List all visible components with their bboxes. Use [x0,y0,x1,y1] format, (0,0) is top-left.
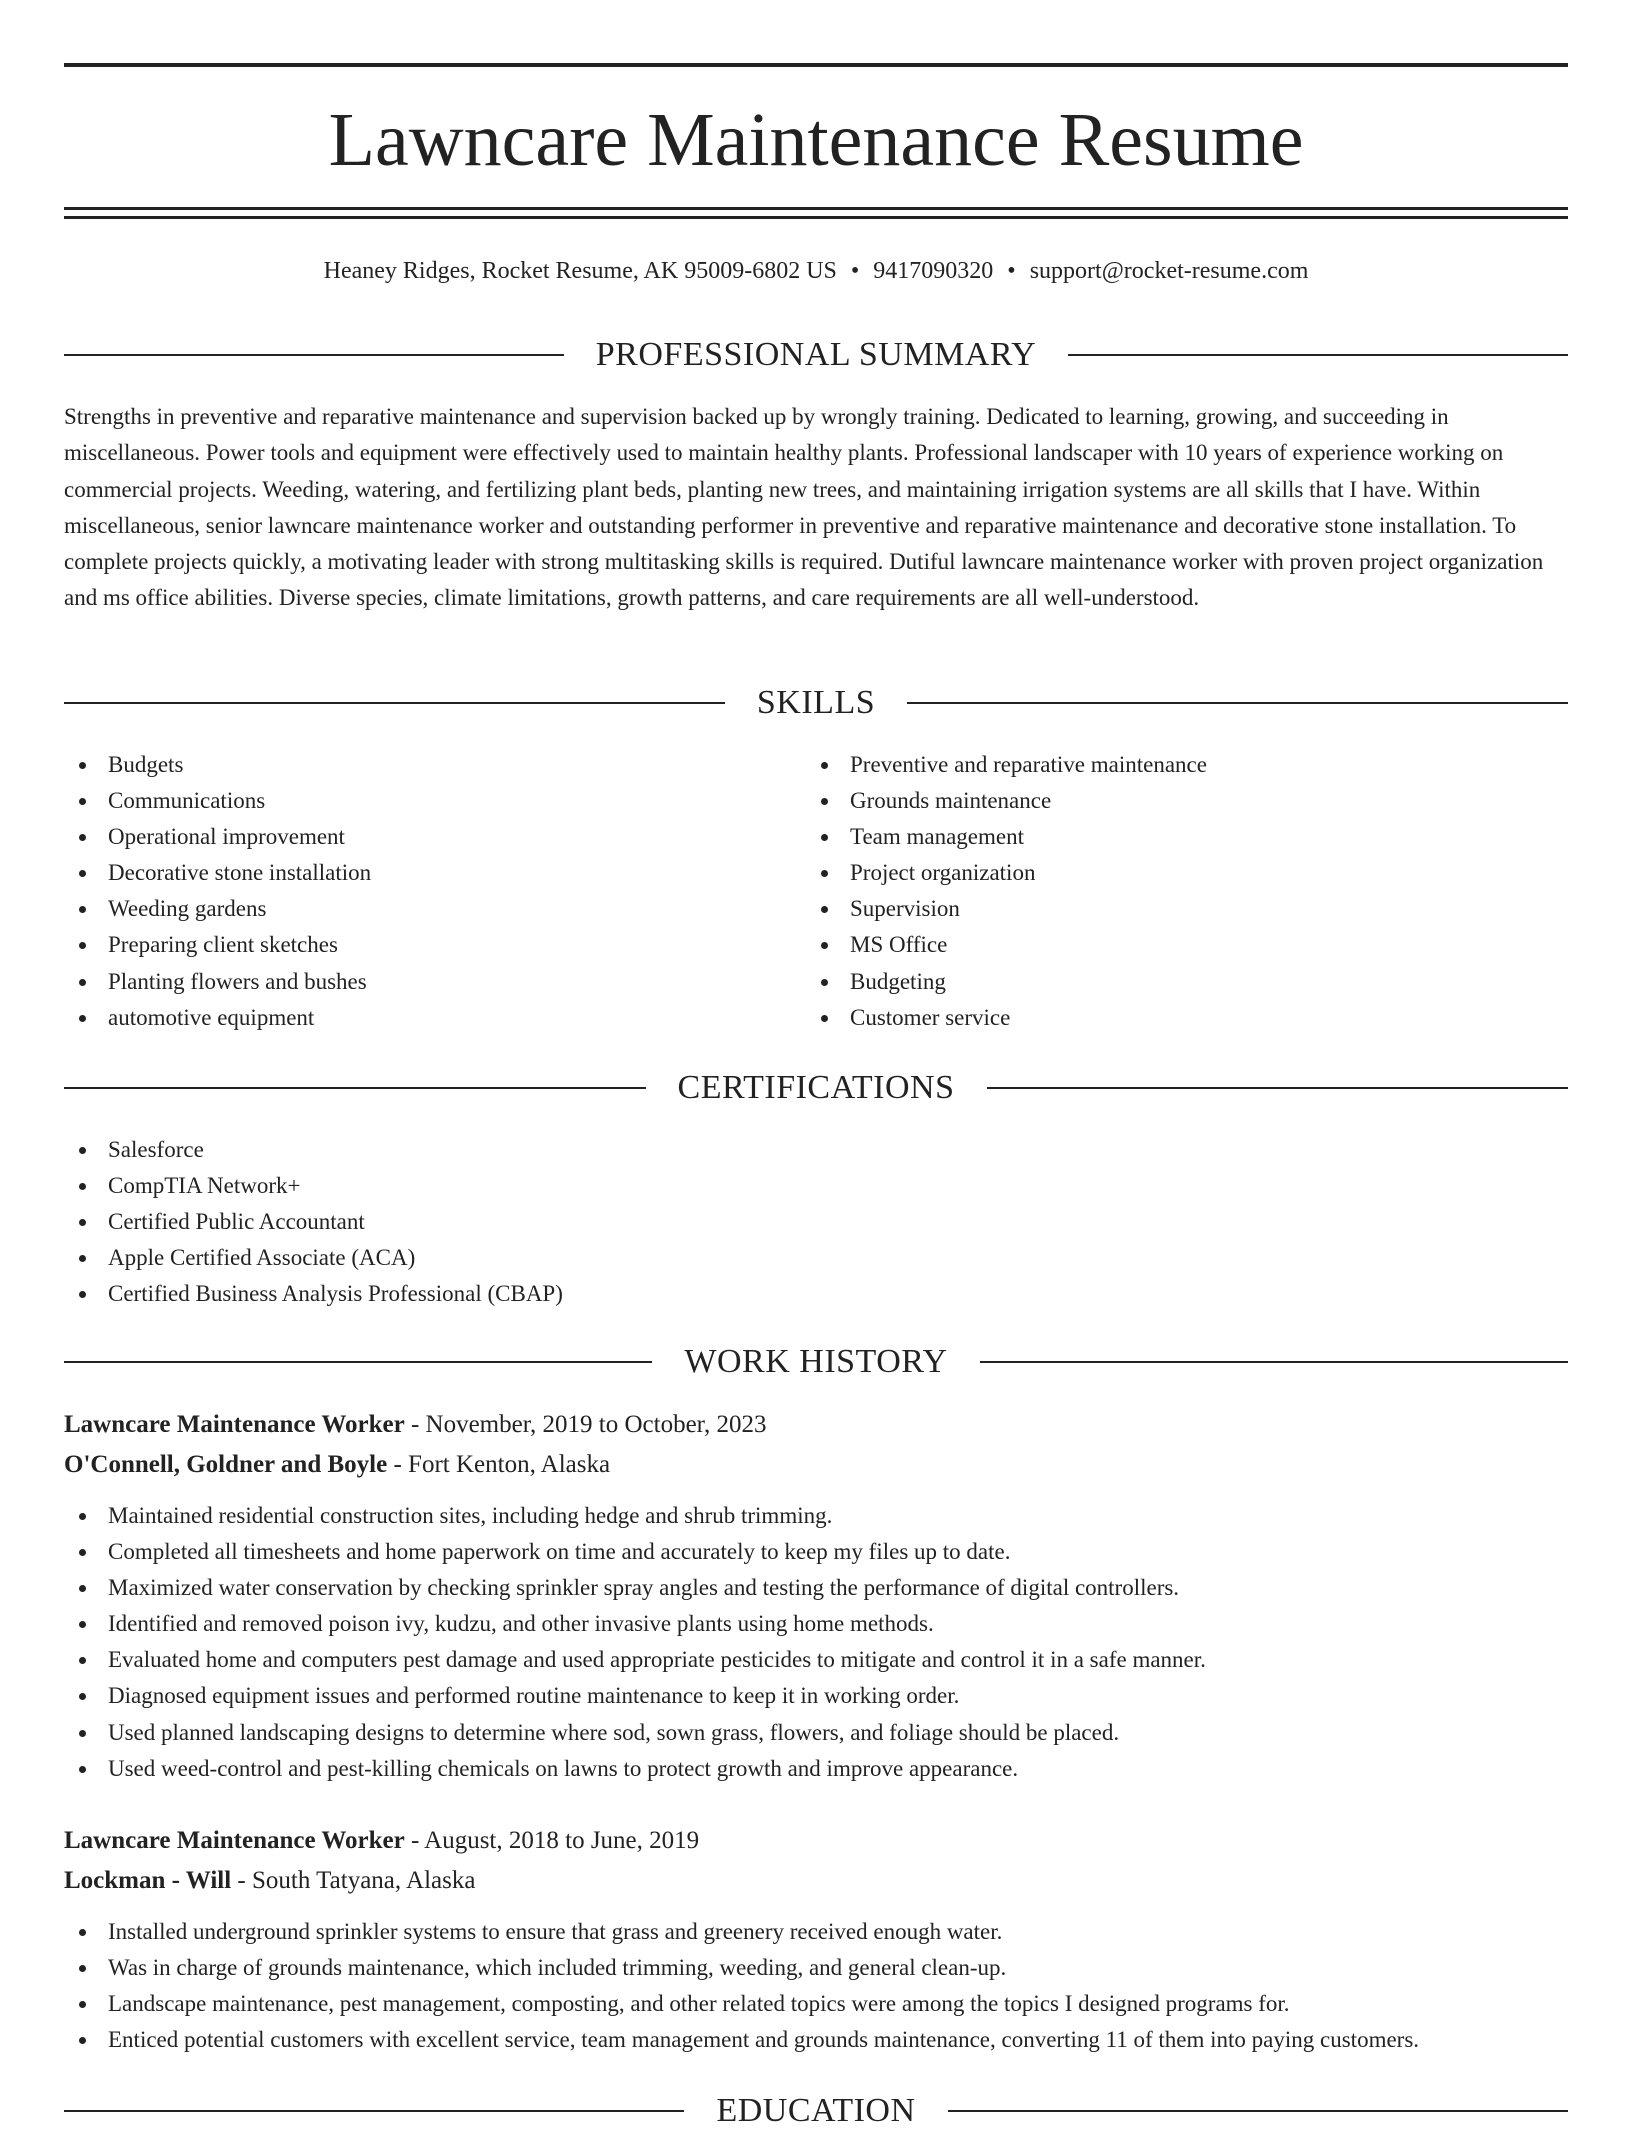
skill-item: Preventive and reparative maintenance [806,747,1568,783]
job-dates: - August, 2018 to June, 2019 [410,1827,700,1854]
job-title-line [64,1823,1568,1859]
summary-paragraph: Strengths in preventive and reparative maintenance and supervision backed up by wrongly training. Dedicated to learning, growing, and succeeding in miscellaneous. Power tools and equipment were effectively used to maintain healthy plants. Professional landscaper with 10 years of experience working on commercial projects. Weeding, watering, and fertilizing plant beds, planting new trees, and maintaining irrigation systems are all skills that I have. Within miscellaneous, senior lawncare maintenance worker and outstanding performer in preventive and reparative maintenance and decorative stone installation. To complete projects quickly, a motivating leader with strong multitasking skills is required. Dutiful lawncare maintenance worker with proven project organization and ms office abilities. Diverse species, climate limitations, growth patterns, and care requirements are all well-understood. [64,404,1544,611]
heading-rule [980,1361,1568,1363]
duty-item: Installed underground sprinkler systems to ensure that grass and greenery received enough water. [64,1914,1568,1950]
duty-item: Used planned landscaping designs to determine where sod, sown grass, flowers, and foliage should be placed. [64,1715,1568,1751]
skill-item: Operational improvement [64,819,804,855]
skill-item: Team management [806,819,1568,855]
duty-item: Identified and removed poison ivy, kudzu, and other invasive plants using home methods. [64,1606,1568,1642]
duty-item: Enticed potential customers with excellent service, team management and grounds maintenance, converting 11 of them into paying customers. [64,2022,1568,2058]
page-title: Lawncare Maintenance Resume [328,98,1304,182]
duty-item: Maximized water conservation by checking sprinkler spray angles and testing the performance of digital controllers. [64,1570,1568,1606]
job-company-line [64,1863,1568,1899]
section-heading-education [64,2088,1568,2134]
skill-item: Supervision [806,891,1568,927]
job-title-line [64,1407,1568,1443]
contact-separator: • [850,258,860,284]
heading-rule [64,702,725,704]
skill-item: Budgeting [806,964,1568,1000]
skill-item: Planting flowers and bushes [64,964,804,1000]
job-location: - Fort Kenton, Alaska [393,1451,611,1478]
skill-item: Project organization [806,855,1568,891]
duty-item: Landscape maintenance, pest management, composting, and other related topics were among the topics I designed programs for. [64,1986,1568,2022]
contact-address: Heaney Ridges, Rocket Resume, AK 95009-6802 US [323,258,837,284]
job-company: Lockman - Will [64,1867,232,1894]
duty-item: Diagnosed equipment issues and performed routine maintenance to keep it in working order. [64,1678,1568,1714]
job-company: O'Connell, Goldner and Boyle [64,1451,388,1478]
certification-item: Certified Public Accountant [64,1204,1568,1240]
certification-item: Certified Business Analysis Professional (CBAP) [64,1276,1568,1312]
certification-item: Apple Certified Associate (ACA) [64,1240,1568,1276]
skill-item: Decorative stone installation [64,855,804,891]
skill-item: automotive equipment [64,1000,804,1036]
contact-email: support@rocket-resume.com [1029,258,1309,284]
skills-list-right [806,747,1568,1036]
skill-item: Communications [64,783,804,819]
section-heading-work-history [64,1339,1568,1385]
skill-item: Budgets [64,747,804,783]
skill-item: Weeding gardens [64,891,804,927]
skills-list-left [64,747,804,1036]
skill-item: Grounds maintenance [806,783,1568,819]
contact-separator: • [1007,258,1016,284]
job-duties-list [64,1498,1568,1787]
skill-item: Preparing client sketches [64,927,804,963]
job-company-line [64,1447,1568,1483]
section-title: WORK HISTORY [684,1343,948,1380]
section-title: PROFESSIONAL SUMMARY [595,336,1037,373]
section-title: CERTIFICATIONS [677,1069,955,1106]
certification-item: CompTIA Network+ [64,1168,1568,1204]
section-heading-certifications [64,1065,1568,1111]
job-title: Lawncare Maintenance Worker [64,1827,405,1854]
skill-item: MS Office [806,927,1568,963]
duty-item: Was in charge of grounds maintenance, which included trimming, weeding, and general clean-up. [64,1950,1568,1986]
duty-item: Evaluated home and computers pest damage and used appropriate pesticides to mitigate and control it in a safe manner. [64,1642,1568,1678]
job-duties-list [64,1914,1568,2058]
contact-phone: 9417090320 [873,258,994,284]
contact-line [64,254,1568,288]
heading-rule [987,1087,1569,1089]
heading-rule [1068,354,1568,356]
skill-item: Customer service [806,1000,1568,1036]
top-rule [64,63,1568,67]
job-location: - South Tatyana, Alaska [237,1867,476,1894]
section-title: EDUCATION [716,2092,916,2129]
duty-item: Used weed-control and pest-killing chemicals on lawns to protect growth and improve appearance. [64,1751,1568,1787]
heading-rule [64,1087,646,1089]
title-double-rule [64,207,1568,219]
heading-rule [907,702,1568,704]
section-heading-skills [64,680,1568,726]
job-dates: - November, 2019 to October, 2023 [410,1411,767,1438]
heading-rule [64,1361,652,1363]
section-heading-summary [64,332,1568,378]
certification-item: Salesforce [64,1132,1568,1168]
duty-item: Completed all timesheets and home paperwork on time and accurately to keep my files up to date. [64,1534,1568,1570]
heading-rule [64,354,564,356]
certifications-list [64,1132,1568,1312]
job-title: Lawncare Maintenance Worker [64,1411,405,1438]
duty-item: Maintained residential construction sites, including hedge and shrub trimming. [64,1498,1568,1534]
section-title: SKILLS [756,684,876,721]
